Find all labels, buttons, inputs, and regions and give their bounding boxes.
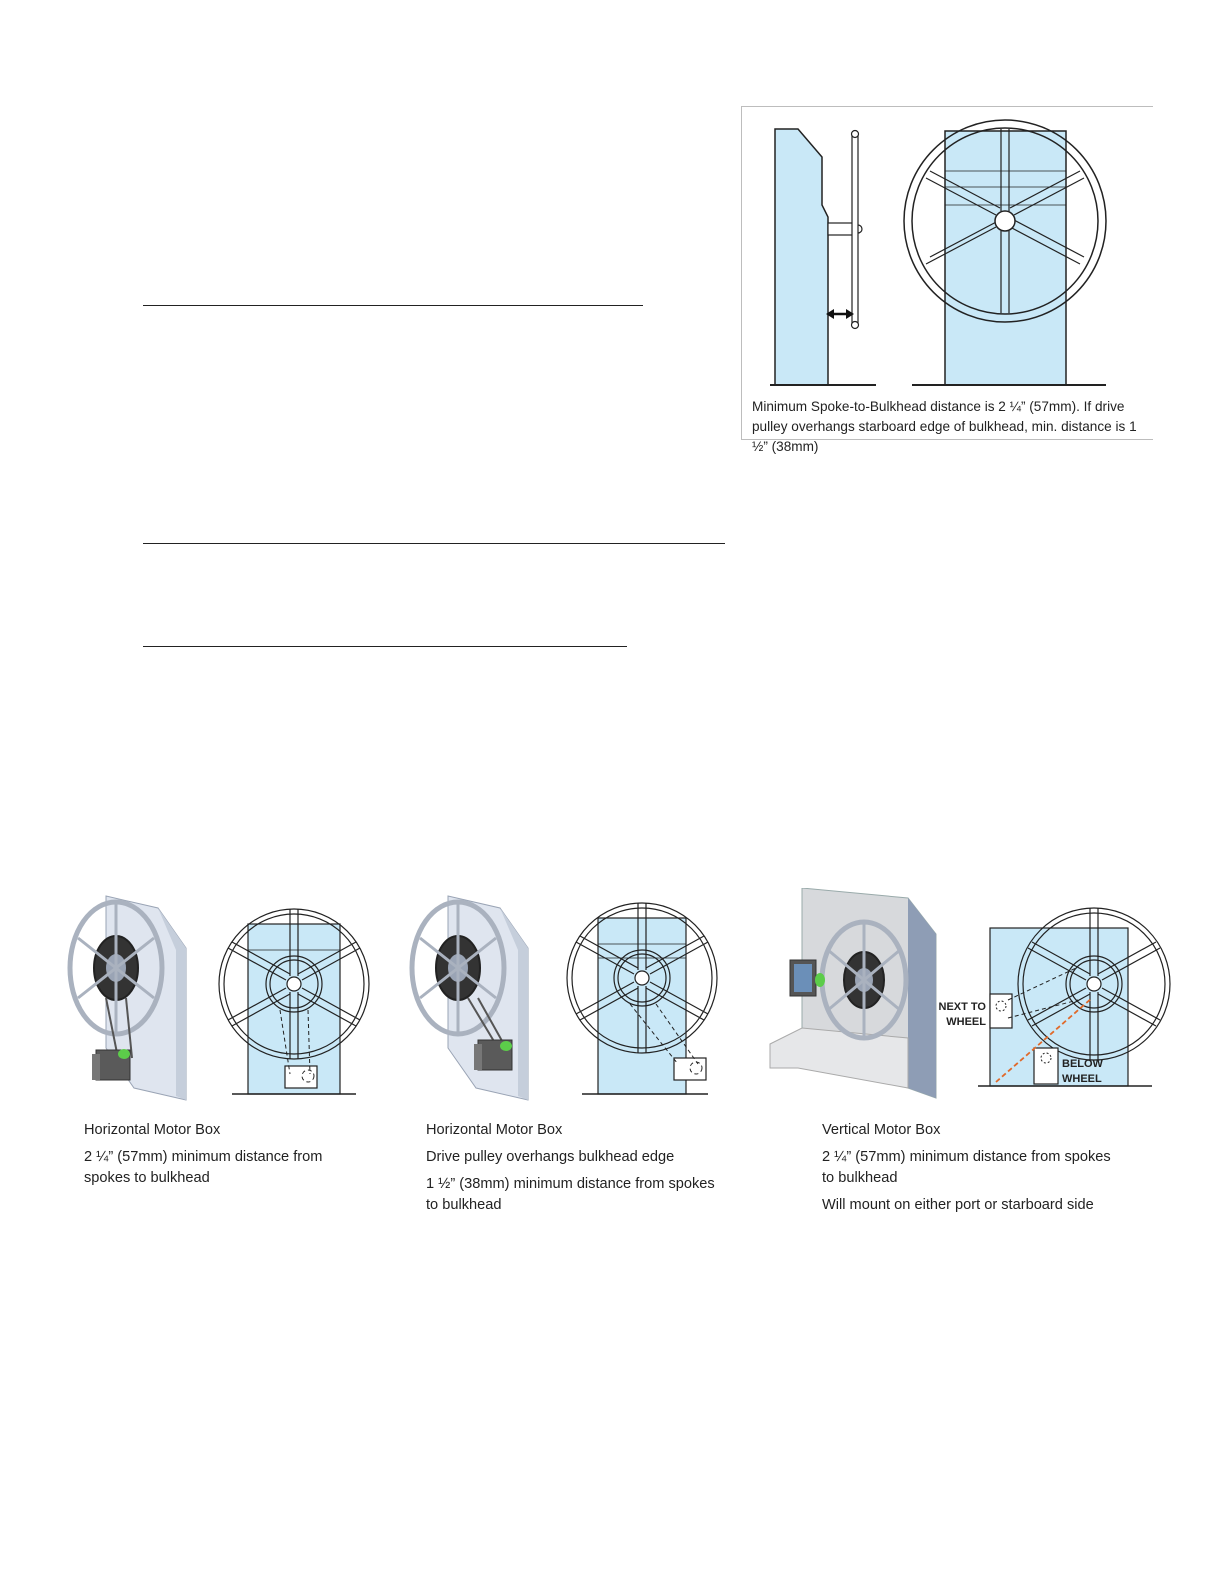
- wheel-side-view: [852, 135, 858, 325]
- panel-2-line-1: Drive pulley overhangs bulkhead edge: [426, 1149, 675, 1165]
- panel-2-line-2: 1 ½” (38mm) minimum distance from spokes to bulkhead: [426, 1176, 715, 1213]
- panel-2-text: [426, 1120, 726, 1222]
- panel-vertical-motor-box: [768, 888, 1174, 1213]
- bulkhead-side-view: [775, 129, 828, 385]
- panel-1-line-1: 2 ¼” (57mm) minimum distance from spokes to bulkhead: [84, 1149, 323, 1186]
- panel-3-text: [822, 1120, 1122, 1222]
- panel-1-title: Horizontal Motor Box: [84, 1122, 221, 1138]
- label-next-to-1: NEXT TO: [938, 1001, 986, 1013]
- label-below-2: WHEEL: [1062, 1073, 1102, 1085]
- spoke-to-bulkhead-figure: [741, 106, 1153, 454]
- blank-line-1: [143, 305, 643, 306]
- panel-horizontal-motor-box-1: [66, 888, 376, 1186]
- panel-1-text: [84, 1120, 364, 1195]
- panel-2-title: Horizontal Motor Box: [426, 1122, 563, 1138]
- distance-arrow: [826, 309, 854, 319]
- blank-line-2: [143, 543, 725, 544]
- panel-3-title: Vertical Motor Box: [822, 1122, 941, 1138]
- panel-horizontal-motor-box-2: [408, 888, 718, 1213]
- figure-caption: Minimum Spoke-to-Bulkhead distance is 2 ¼” (57mm). If drive pulley overhangs starboard edge of bulkhead, min. distance is 1 ½” (38mm): [752, 399, 1137, 454]
- bulkhead-front-view: [945, 131, 1066, 385]
- label-below-1: BELOW: [1062, 1058, 1103, 1070]
- horizontal-motor-box-illustration: [66, 888, 376, 1108]
- horizontal-motor-box-overhang-illustration: [408, 888, 718, 1108]
- vertical-motor-box-illustration: [768, 888, 1174, 1108]
- spoke-distance-diagram: [742, 107, 1154, 397]
- panel-3-line-2: Will mount on either port or starboard side: [822, 1197, 1094, 1213]
- blank-line-3: [143, 646, 627, 647]
- panel-3-line-1: 2 ¼” (57mm) minimum distance from spokes to bulkhead: [822, 1149, 1111, 1186]
- drive-pulley: [118, 1049, 130, 1059]
- label-next-to-2: WHEEL: [946, 1016, 986, 1028]
